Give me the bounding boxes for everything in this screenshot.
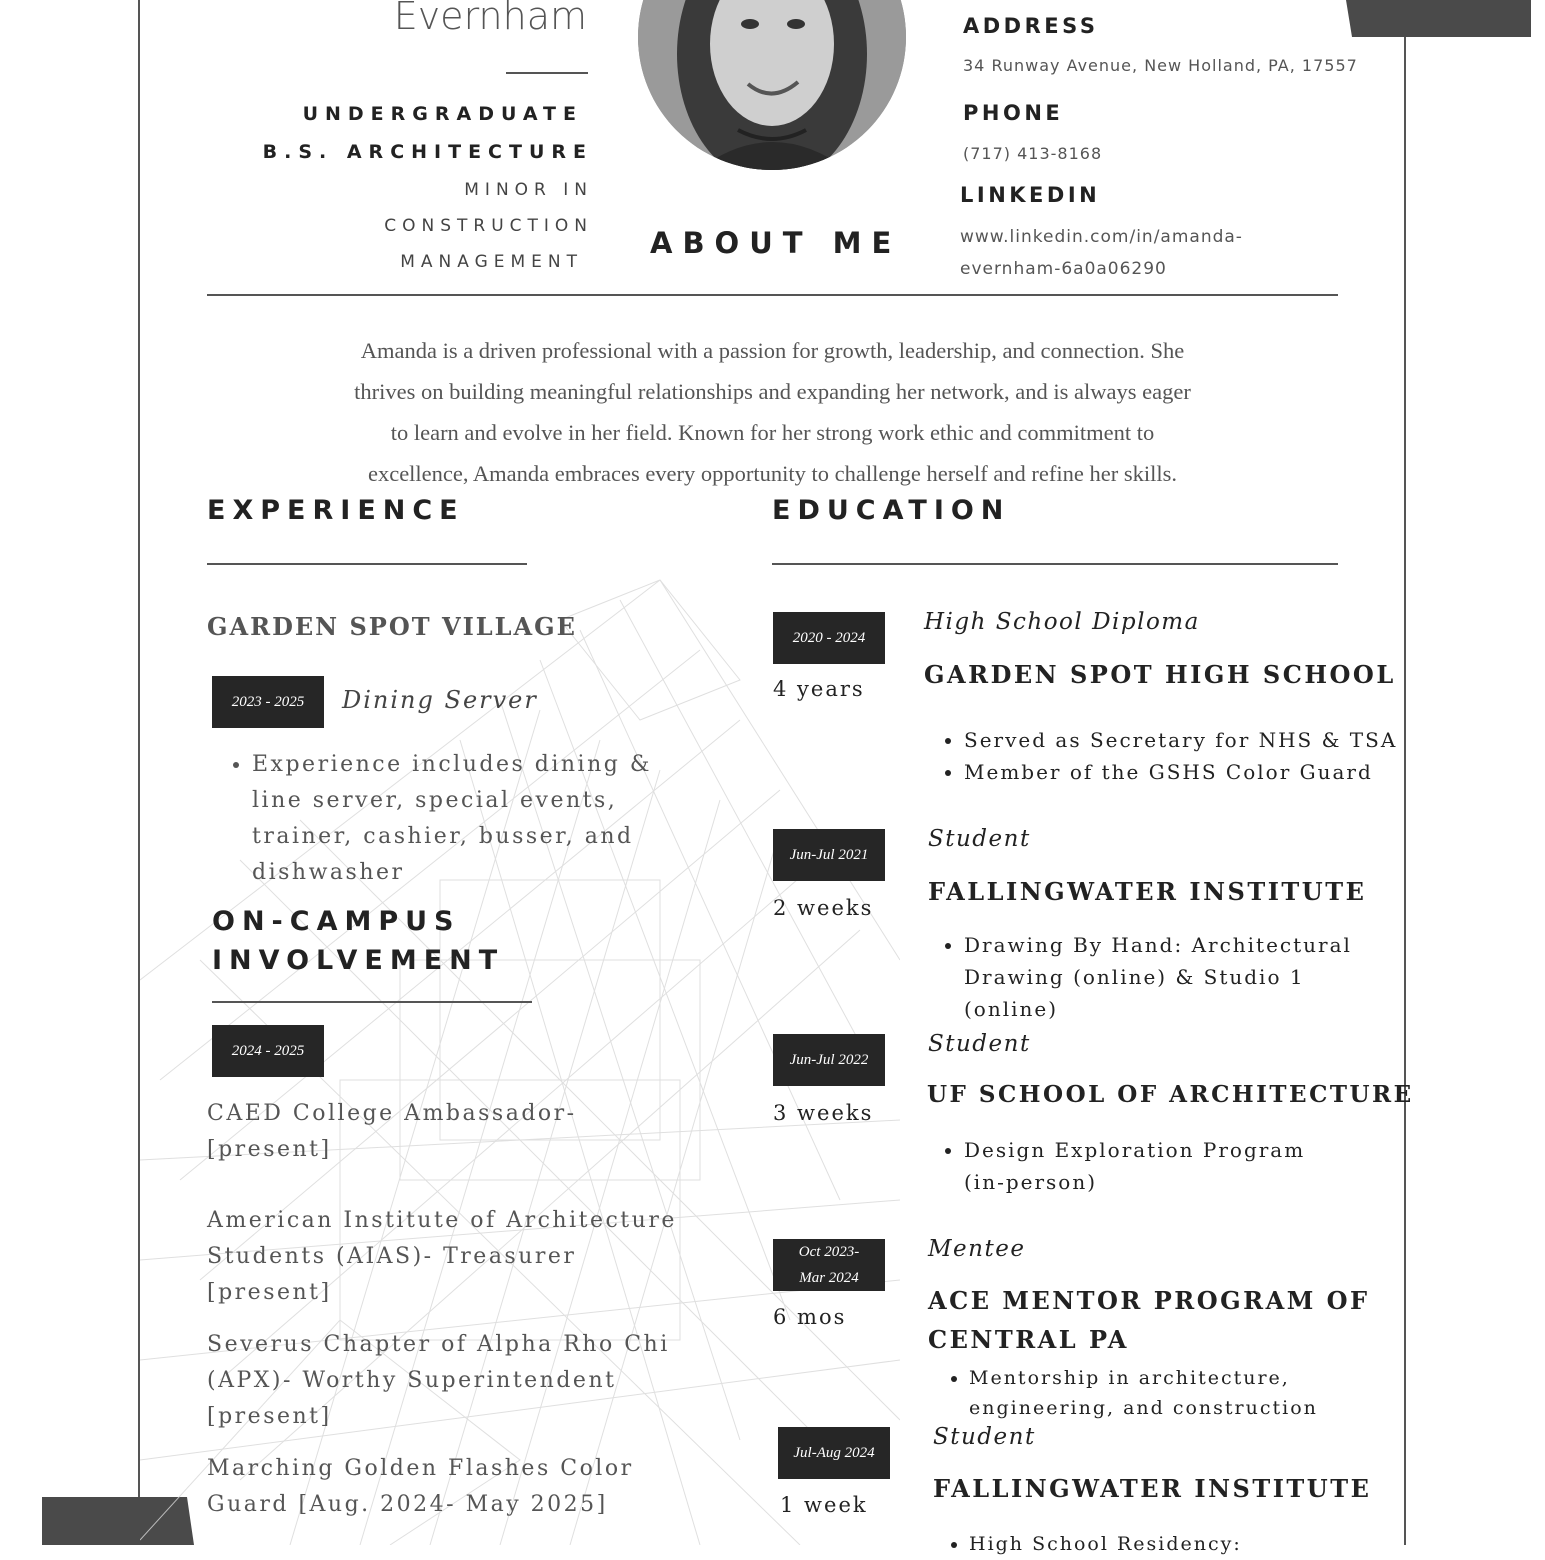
involvement-line: Severus Chapter of Alpha Rho Chi [207, 1332, 670, 1357]
about-me-heading: ABOUT ME [650, 226, 902, 260]
education-bullet: • Served as Secretary for NHS & TSA [964, 724, 1400, 756]
education-bullet-list [935, 1363, 1375, 1423]
minor-line-3: MANAGEMENT [400, 252, 583, 272]
degree-level: UNDERGRADUATE [302, 103, 583, 125]
degree-major: B.S. ARCHITECTURE [262, 141, 593, 163]
education-bullet-list [930, 929, 1400, 1025]
involvement-line: Students (AIAS)- Treasurer [207, 1244, 577, 1269]
involvement-item [207, 1451, 677, 1523]
last-name: Evernham [393, 0, 587, 38]
involvement-item [207, 1096, 677, 1168]
involvement-line: [present] [207, 1137, 332, 1162]
involvement-line: [present] [207, 1280, 332, 1305]
education-bullet-line: Drawing (online) & Studio 1 (online) [964, 965, 1305, 1021]
involvement-heading-line-2: INVOLVEMENT [212, 945, 505, 976]
education-school: ACE MENTOR PROGRAM OF [928, 1286, 1370, 1315]
corner-decoration-top-right [1346, 0, 1531, 37]
experience-bullet-line: line server, special events, [252, 788, 618, 813]
education-bullet-list [930, 1134, 1400, 1198]
education-duration: 4 years [773, 677, 865, 701]
involvement-item [207, 1203, 677, 1311]
experience-role: Dining Server [342, 686, 538, 714]
linkedin-url-line-2[interactable]: evernham-6a0a06290 [960, 259, 1167, 279]
involvement-line: (APX)- Worthy Superintendent [207, 1368, 617, 1393]
education-bullet [969, 1363, 1375, 1423]
phone-value: (717) 413-8168 [963, 144, 1103, 163]
education-school: UF SCHOOL OF ARCHITECTURE [927, 1081, 1414, 1108]
linkedin-url-line-1[interactable]: www.linkedin.com/in/amanda- [960, 227, 1243, 247]
experience-bullet-line: dishwasher [252, 860, 405, 885]
education-bullet-line: engineering, and construction [969, 1397, 1318, 1419]
education-role: Student [933, 1424, 1036, 1450]
education-duration: 1 week [780, 1493, 868, 1517]
involvement-line: American Institute of Architecture [207, 1208, 677, 1233]
involvement-heading-line-1: ON-CAMPUS [212, 906, 461, 937]
education-school: FALLINGWATER INSTITUTE [928, 877, 1367, 906]
involvement-line: Guard [Aug. 2024- May 2025] [207, 1492, 608, 1517]
education-school: GARDEN SPOT HIGH SCHOOL [924, 660, 1396, 689]
education-bullet: • High School Residency: [969, 1528, 1375, 1560]
address-value: 34 Runway Avenue, New Holland, PA, 17557 [963, 56, 1358, 75]
involvement-line: Marching Golden Flashes Color [207, 1456, 634, 1481]
education-role: Student [928, 826, 1031, 852]
education-bullet-line: Design Exploration Program [964, 1138, 1306, 1162]
experience-heading: EXPERIENCE [207, 495, 465, 526]
experience-company: GARDEN SPOT VILLAGE [207, 612, 577, 641]
education-duration: 6 mos [773, 1305, 847, 1329]
education-duration: 2 weeks [773, 896, 874, 920]
education-underline [772, 563, 1338, 565]
phone-label: PHONE [963, 101, 1064, 125]
education-bullet-list [935, 1528, 1375, 1560]
education-bullet-line: (in-person) [964, 1170, 1098, 1194]
involvement-line: CAED College Ambassador- [207, 1101, 577, 1126]
education-date-badge: 2020 - 2024 [773, 612, 885, 664]
education-bullet [964, 1134, 1400, 1198]
involvement-underline [212, 1001, 532, 1003]
education-date-badge: Jul-Aug 2024 [778, 1427, 890, 1479]
name-underline [506, 72, 588, 74]
education-date-badge: Jun-Jul 2021 [773, 829, 885, 881]
about-line: thrives on building meaningful relationships and expanding her network, and is always eager [354, 379, 1191, 404]
minor-line-2: CONSTRUCTION [384, 216, 593, 236]
profile-photo [638, 0, 906, 170]
address-label: ADDRESS [963, 14, 1099, 38]
education-bullet-list [930, 724, 1400, 788]
involvement-line: [present] [207, 1404, 332, 1429]
education-heading: EDUCATION [772, 495, 1011, 526]
education-date-badge [773, 1239, 885, 1291]
education-role: Student [928, 1031, 1031, 1057]
experience-bullet-list [208, 747, 668, 891]
education-bullet-line: Drawing By Hand: Architectural [964, 933, 1352, 957]
education-date-line: Oct 2023- [798, 1244, 860, 1260]
education-bullet: • Member of the GSHS Color Guard [964, 756, 1400, 788]
header-divider [207, 294, 1338, 296]
education-school: FALLINGWATER INSTITUTE [933, 1474, 1372, 1503]
right-border-line [1404, 0, 1406, 1545]
involvement-item [207, 1327, 677, 1435]
about-line: excellence, Amanda embraces every opportunity to challenge herself and refine her skills. [367, 461, 1178, 486]
education-date-badge: Jun-Jul 2022 [773, 1034, 885, 1086]
about-line: to learn and evolve in her field. Known for her strong work ethic and commitment to [390, 420, 1155, 445]
education-role: High School Diploma [924, 609, 1200, 635]
experience-date-badge: 2023 - 2025 [212, 676, 324, 728]
education-school: CENTRAL PA [928, 1325, 1129, 1354]
about-me-text [250, 330, 1295, 494]
education-date-line: Mar 2024 [799, 1270, 859, 1286]
education-role: Mentee [928, 1236, 1026, 1262]
linkedin-label: LINKEDIN [960, 183, 1101, 207]
experience-bullet-line: trainer, cashier, busser, and [252, 824, 634, 849]
involvement-date-badge: 2024 - 2025 [212, 1025, 324, 1077]
experience-bullet-line: Experience includes dining & [252, 752, 652, 777]
minor-line-1: MINOR IN [464, 180, 593, 200]
experience-underline [207, 563, 527, 565]
education-duration: 3 weeks [773, 1101, 874, 1125]
education-bullet [964, 929, 1400, 1025]
education-bullet-line: Mentorship in architecture, [969, 1367, 1290, 1389]
about-line: Amanda is a driven professional with a passion for growth, leadership, and connection. She [360, 338, 1185, 363]
